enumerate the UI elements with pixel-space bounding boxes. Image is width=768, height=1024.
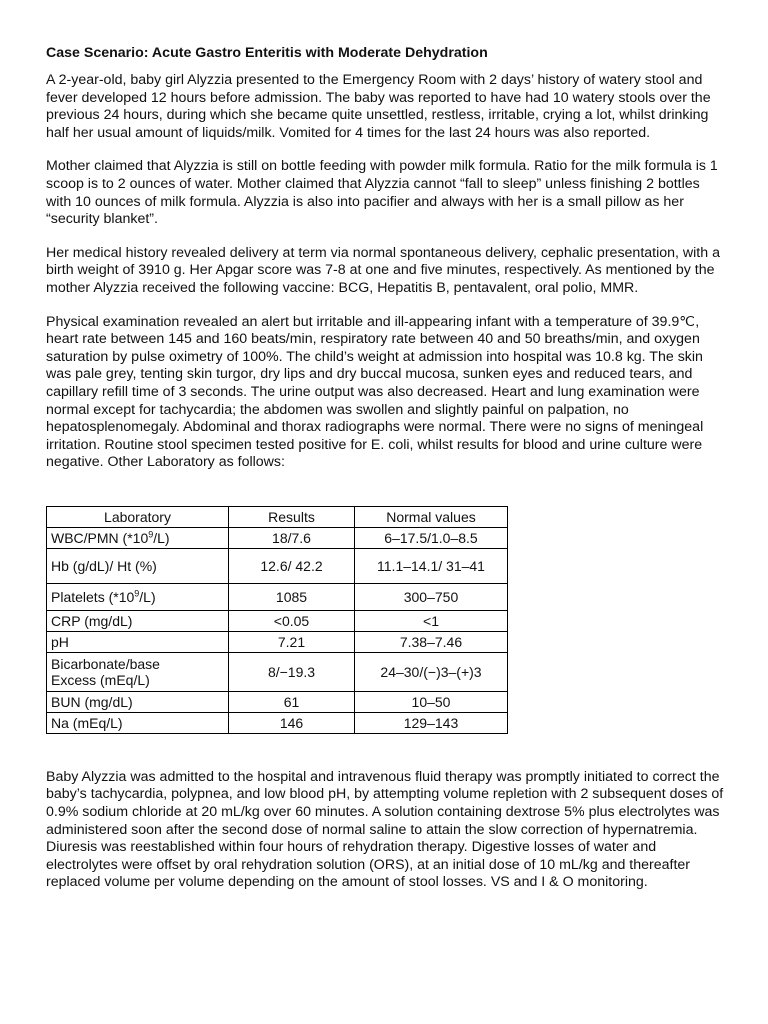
header-laboratory: Laboratory bbox=[47, 506, 229, 527]
lab-result: 7.21 bbox=[229, 631, 355, 652]
table-header-row bbox=[47, 506, 508, 527]
paragraph-presentation: A 2-year-old, baby girl Alyzzia presented to the Emergency Room with 2 days’ history of watery stool and fever developed 12 hours before admission. The baby was reported to have had 10 watery stools over the previous 24 hours, during which she became quite unsettled, restless, irritable, crying a lot, whilst drinking half her usual amount of liquids/milk. Vomited for 4 times for the last 24 hours was also reported. bbox=[46, 72, 711, 141]
laboratory-table bbox=[46, 506, 508, 734]
header-normal-values: Normal values bbox=[355, 506, 508, 527]
table-row bbox=[47, 691, 508, 712]
lab-normal: <1 bbox=[355, 610, 508, 631]
lab-name: BUN (mg/dL) bbox=[47, 691, 229, 712]
lab-result: 146 bbox=[229, 712, 355, 733]
lab-normal: 300–750 bbox=[355, 583, 508, 610]
lab-normal: 10–50 bbox=[355, 691, 508, 712]
table-row bbox=[47, 583, 508, 610]
lab-result: 1085 bbox=[229, 583, 355, 610]
lab-name: Hb (g/dL)/ Ht (%) bbox=[47, 548, 229, 583]
paragraph-medical-history: Her medical history revealed delivery at term via normal spontaneous delivery, cephalic presentation, with a birth weight of 3910 g. Her Apgar score was 7-8 at one and five minutes, respectively. As mentioned by the mother Alyzzia received the following vaccine: BCG, Hepatitis B, pentavalent, oral polio, MMR. bbox=[46, 244, 720, 296]
lab-name: Na (mEq/L) bbox=[47, 712, 229, 733]
lab-normal: 11.1–14.1/ 31–41 bbox=[355, 548, 508, 583]
paragraph-treatment: Baby Alyzzia was admitted to the hospital and intravenous fluid therapy was promptly initiated to correct the baby’s tachycardia, polypnea, and low blood pH, by attempting volume repletion with 2 subsequent doses of 0.9% sodium chloride at 20 mL/kg over 60 minutes. A solution containing dextrose 5% plus electrolytes was administered soon after the second dose of normal saline to attain the slow correction of hypernatremia. Diuresis was reestablished within four hours of rehydration therapy. Digestive losses of water and electrolytes were offset by oral rehydration solution (ORS), at an initial dose of 10 mL/kg and thereafter replaced volume per volume depending on the amount of stool losses. VS and I & O monitoring. bbox=[46, 768, 724, 891]
lab-normal: 24–30/(−)3–(+)3 bbox=[355, 652, 508, 691]
lab-name: pH bbox=[47, 631, 229, 652]
lab-name: Bicarbonate/base Excess (mEq/L) bbox=[47, 652, 229, 691]
table-row bbox=[47, 548, 508, 583]
table-row bbox=[47, 610, 508, 631]
lab-result: 61 bbox=[229, 691, 355, 712]
table-row bbox=[47, 652, 508, 691]
lab-result: 18/7.6 bbox=[229, 527, 355, 548]
lab-name: CRP (mg/dL) bbox=[47, 610, 229, 631]
lab-name: Platelets $(*10^9/L)$ bbox=[47, 583, 229, 610]
lab-normal: 7.38–7.46 bbox=[355, 631, 508, 652]
paragraph-feeding: Mother claimed that Alyzzia is still on bottle feeding with powder milk formula. Ratio for the milk formula is 1 scoop is to 2 ounces of water. Mother claimed that Alyzzia cannot “fall to sleep” unless finishing 2 bottles with 10 ounces of milk formula. Alyzzia is also into pacifier and always with her is a small pillow as her “security blanket”. bbox=[46, 158, 718, 228]
lab-normal: 6–17.5/1.0–8.5 bbox=[355, 527, 508, 548]
lab-result: 8/−19.3 bbox=[229, 652, 355, 691]
paragraph-physical-exam: Physical examination revealed an alert but irritable and ill-appearing infant with a temperature of 39.9℃, heart rate between 145 and 160 beats/min, respiratory rate between 40 and 50 breaths/min, and oxygen saturation by pulse oximetry of 100%. The child’s weight at admission into hospital was 10.8 kg. The skin was pale grey, tenting skin turgor, dry lips and dry buccal mucosa, sunken eyes and reduced tears, and capillary refill time of 3 seconds. The urine output was also decreased. Heart and lung examination were normal except for tachycardia; the abdomen was swollen and slightly painful on palpation, no hepatosplenomegaly. Abdominal and thorax radiographs were normal. There were no signs of meningeal irritation. Routine stool specimen tested positive for E. coli, whilst results for blood and urine culture were negative. Other Laboratory as follows: bbox=[46, 313, 704, 471]
table-row bbox=[47, 527, 508, 548]
lab-result: <0.05 bbox=[229, 610, 355, 631]
lab-name: WBC/PMN $(*10^9/L)$ bbox=[47, 527, 229, 548]
table-row bbox=[47, 631, 508, 652]
case-title: Case Scenario: Acute Gastro Enteritis with Moderate Dehydration bbox=[46, 45, 488, 61]
header-results: Results bbox=[229, 506, 355, 527]
lab-result: 12.6/ 42.2 bbox=[229, 548, 355, 583]
table-row bbox=[47, 712, 508, 733]
lab-normal: 129–143 bbox=[355, 712, 508, 733]
document-page bbox=[46, 44, 726, 908]
